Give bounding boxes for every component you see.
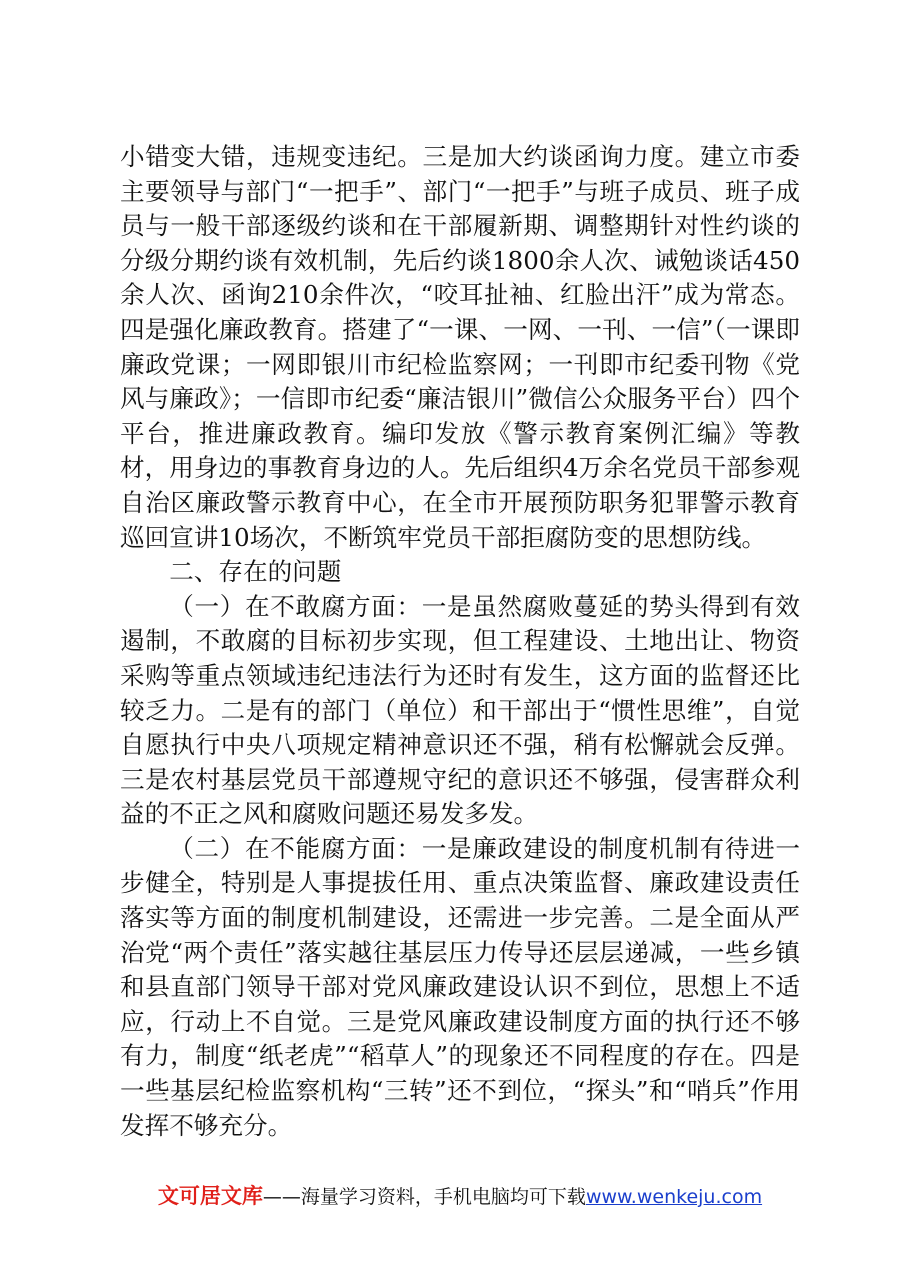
footer-banner xyxy=(120,1182,800,1211)
paragraph-cannot-corrupt: （二）在不能腐方面：一是廉政建设的制度机制有待进一步健全，特别是人事提拔任用、重点决策监督、廉政建设责任落实等方面的制度机制建设，还需进一步完善。二是全面从严治党“两个责任”落实越往基层压力传导还层层递减，一些乡镇和县直部门领导干部对党风廉政建设认识不到位，思想上不适应，行动上不自觉。三是党风廉政建设制度方面的执行还不够有力，制度“纸老虎”“稻草人”的现象还不同程度的存在。四是一些基层纪检监察机构“三转”还不到位，“探头”和“哨兵”作用发挥不够充分。 xyxy=(120,833,800,1140)
footer-link[interactable]: www.wenkeju.com xyxy=(585,1186,763,1208)
paragraph-continued: 小错变大错，违规变违纪。三是加大约谈函询力度。建立市委主要领导与部门“一把手”、部门“一把手”与班子成员、班子成员与一般干部逐级约谈和在干部履新期、调整期针对性约谈的分级分期约谈有效机制，先后约谈1800余人次、诫勉谈话450余人次、函询210余件次，“咬耳扯袖、红脸出汗”成为常态。四是强化廉政教育。搭建了“一课、一网、一刊、一信”（一课即廉政党课；一网即银川市纪检监察网；一刊即市纪委刊物《党风与廉政》；一信即市纪委“廉洁银川”微信公众服务平台）四个平台，推进廉政教育。编印发放《警示教育案例汇编》等教材，用身边的事教育身边的人。先后组织4万余名党员干部参观自治区廉政警示教育中心，在全市开展预防职务犯罪警示教育巡回宣讲10场次，不断筑牢党员干部拒腐防变的思想防线。 xyxy=(120,142,800,552)
paragraph-dare-not-corrupt: （一）在不敢腐方面：一是虽然腐败蔓延的势头得到有效遏制，不敢腐的目标初步实现，但工程建设、土地出让、物资采购等重点领域违纪违法行为还时有发生，这方面的监督还比较乏力。二是有的部门（单位）和干部出于“惯性思维”，自觉自愿执行中央八项规定精神意识还不强，稍有松懈就会反弹。三是农村基层党员干部遵规守纪的意识还不够强，侵害群众利益的不正之风和腐败问题还易发多发。 xyxy=(120,591,800,829)
footer-brand: 文可居文库 xyxy=(157,1184,263,1208)
document-body xyxy=(120,140,800,1143)
section-heading: 二、存在的问题 xyxy=(169,557,342,587)
footer-tagline: ——海量学习资料，手机电脑均可下载 xyxy=(262,1186,586,1208)
